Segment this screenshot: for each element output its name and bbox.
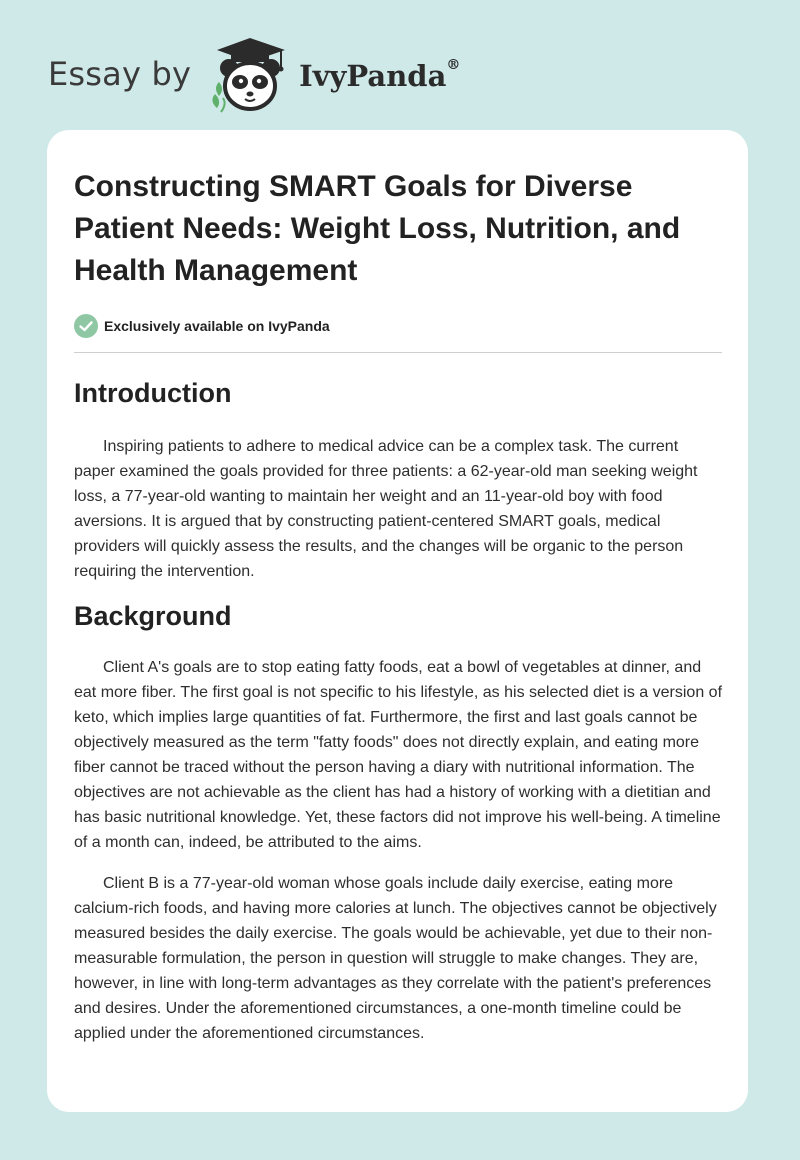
registered-mark: ® — [446, 57, 461, 73]
section-heading-background: Background — [74, 601, 232, 631]
article-title: Constructing SMART Goals for Diverse Patient Needs: Weight Loss, Nutrition, and Health Management — [74, 170, 681, 287]
paragraph: Inspiring patients to adhere to medical advice can be a complex task. The current paper examined the goals provided for three patients: a 62-year-old man seeking weight loss, a 77-year-old wanting to maintain her weight and an 11-year-old boy with food aversions. It is argued that by constructing patient-centered SMART goals, medical providers will quickly assess the results, and the changes will be organic to the person requiring the intervention. — [74, 438, 698, 580]
brand-text: IvyPanda — [299, 59, 447, 93]
section-heading-introduction: Introduction — [74, 378, 232, 408]
paragraph: Client A's goals are to stop eating fatty foods, eat a bowl of vegetables at dinner, and eat more fiber. The first goal is not specific to his lifestyle, as his selected diet is a version of keto, which implies large quantities of fat. Furthermore, the first and last goals cannot be objectively measured as the term "fatty foods" does not directly explain, and eating more fiber cannot be traced without the person having a diary with nutritional information. The objectives are not achievable as the client has had a history of working with a dietitian and has basic nutritional knowledge. Yet, these factors did not improve his well-being. A timeline of a month can, indeed, be attributed to the aims. — [74, 659, 723, 851]
exclusive-badge — [74, 314, 722, 338]
panda-graduate-logo-icon[interactable] — [205, 34, 295, 114]
essay-by-label: Essay by — [48, 55, 192, 93]
check-circle-icon — [74, 314, 98, 338]
paragraph: Client B is a 77-year-old woman whose goals include daily exercise, eating more calcium-rich foods, and having more calories at lunch. The objectives cannot be objectively measured besides the daily exercise. The goals would be achievable, yet due to their non-measurable formulation, the person in question will struggle to make changes. They are, however, in line with long-term advantages as they correlate with the patient's preferences and desires. Under the aforementioned circumstances, a one-month timeline could be applied under the aforementioned circumstances. — [74, 875, 717, 1042]
article-card — [47, 130, 748, 1112]
exclusive-label: Exclusively available on IvyPanda — [104, 318, 330, 334]
brand-name[interactable] — [299, 59, 460, 93]
site-header — [48, 34, 460, 114]
title-divider — [74, 352, 722, 353]
